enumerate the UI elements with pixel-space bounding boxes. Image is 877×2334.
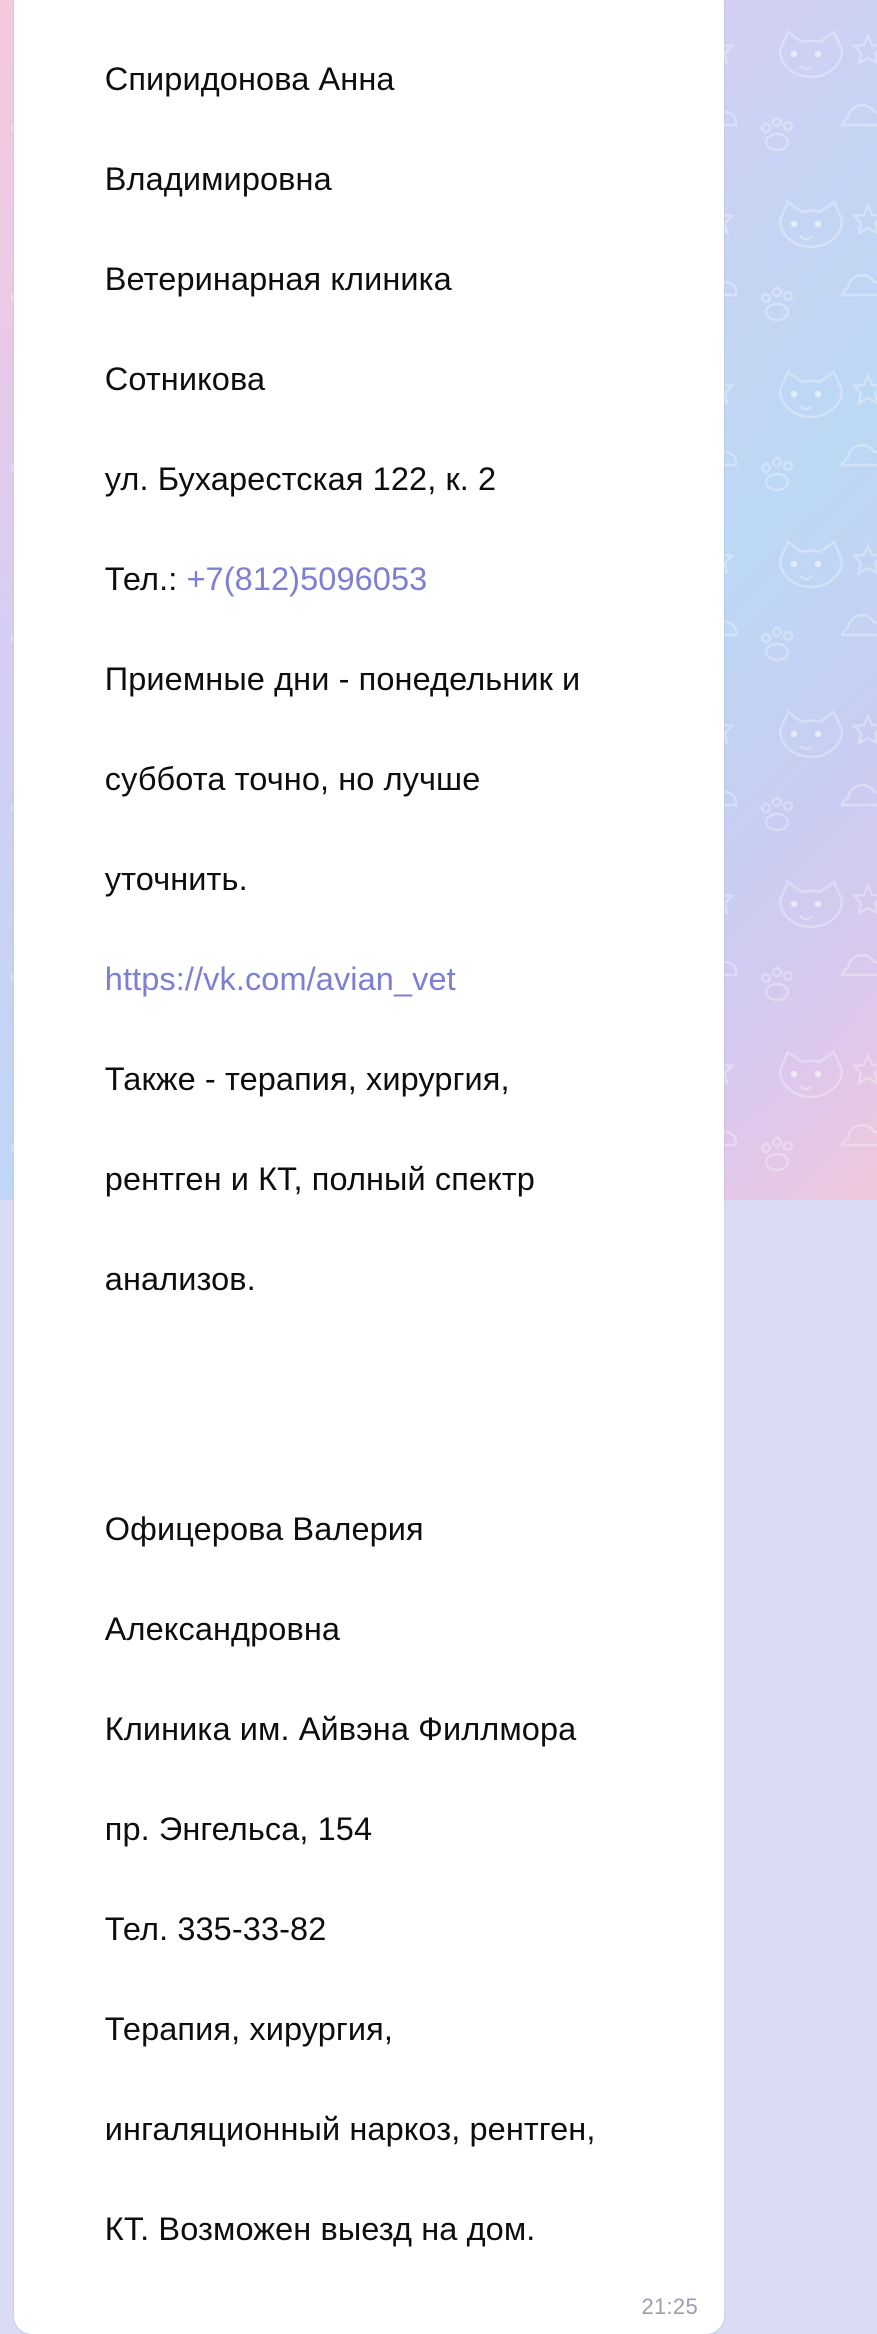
message-line: Тел. 335-33-82 bbox=[104, 1911, 327, 1947]
message-line: Александровна bbox=[104, 1611, 341, 1647]
message-line: Клиника им. Айвэна Филлмора bbox=[104, 1711, 577, 1747]
message-line: Сотникова bbox=[104, 361, 266, 397]
message-line: суббота точно, но лучше bbox=[104, 761, 481, 797]
phone-label: Тел.: bbox=[104, 561, 187, 597]
message-line: Офицерова Валерия bbox=[104, 1511, 424, 1547]
message-line: Ветеринарная клиника bbox=[104, 261, 452, 297]
message-text bbox=[50, 4, 698, 2304]
message-line: анализов. bbox=[104, 1261, 256, 1297]
message-line: уточнить. bbox=[104, 861, 248, 897]
message-timestamp: 21:25 bbox=[641, 2294, 698, 2319]
message-line: Также - терапия, хирургия, bbox=[104, 1061, 510, 1097]
message-line: рентген и КТ, полный спектр bbox=[104, 1161, 535, 1197]
phone-link[interactable]: +7(812)5096053 bbox=[186, 561, 428, 597]
message-line: ул. Бухарестская 122, к. 2 bbox=[104, 461, 497, 497]
message-line: пр. Энгельса, 154 bbox=[104, 1811, 373, 1847]
paragraph-gap bbox=[50, 1404, 698, 1454]
message-line: КТ. Возможен выезд на дом. bbox=[104, 2211, 536, 2247]
message-line: Владимировна bbox=[104, 161, 332, 197]
vk-link[interactable]: https://vk.com/avian_vet bbox=[104, 961, 456, 997]
message-line: ингаляционный наркоз, рентген, bbox=[104, 2111, 596, 2147]
message-line: Терапия, хирургия, bbox=[104, 2011, 393, 2047]
message-bubble[interactable] bbox=[14, 0, 724, 2334]
message-line: Приемные дни - понедельник и bbox=[104, 661, 581, 697]
message-line: Спиридонова Анна bbox=[104, 61, 395, 97]
